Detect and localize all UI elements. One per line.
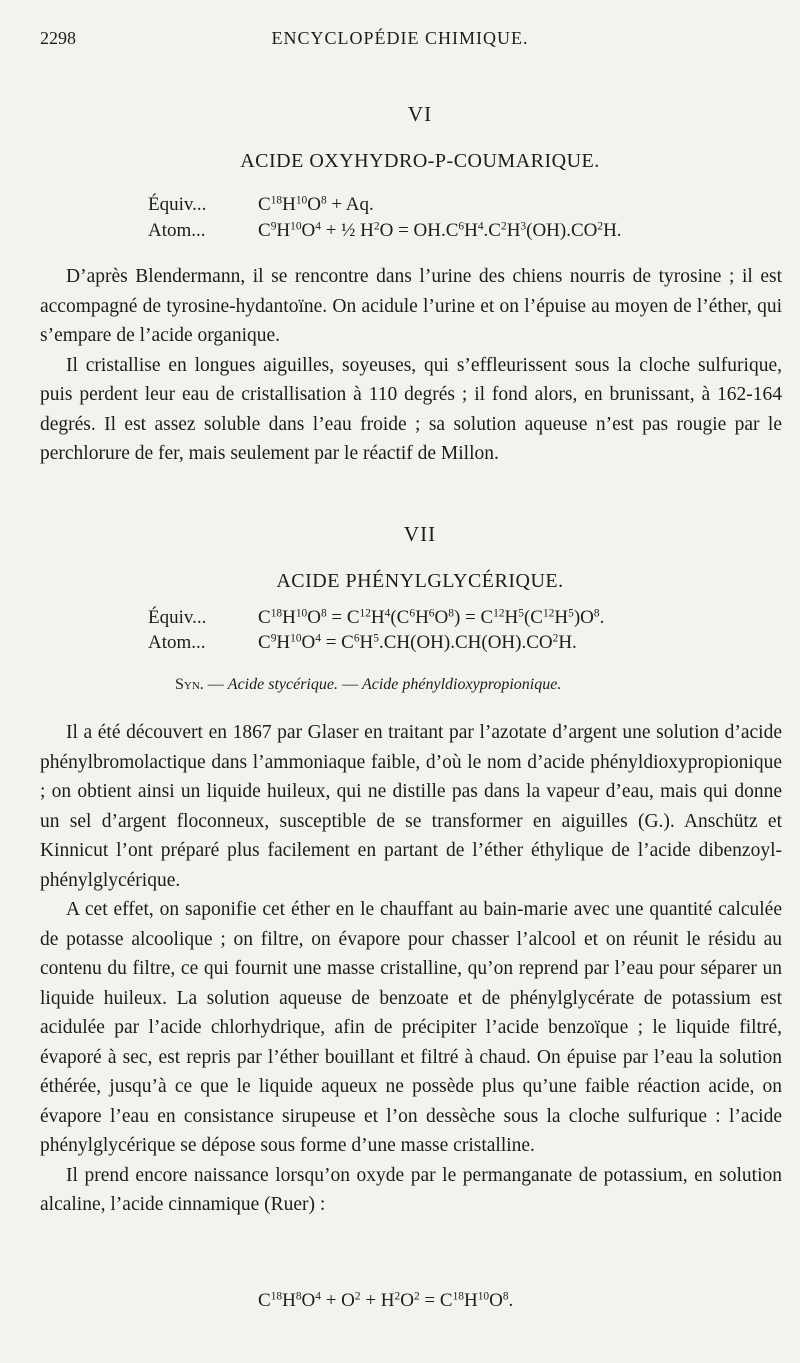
- final-equation: $C^{18}H^8O^4 + O^2 + H^2O^2 = C^{18}H^{10}O^8$.: [258, 1290, 514, 1311]
- paragraph: D’après Blendermann, il se rencontre dans l’urine des chiens nourris de tyrosine ; il est accompagné de tyrosine-hydantoïne. On acidule l’urine et on l’épuise au moyen de l’éther, qui s’empare de l’acide organique.: [40, 266, 782, 346]
- atom-formula: $C^9H^{10}O^4 = C^6H^5.CH(OH).CH(OH).CO^2H$.: [258, 632, 577, 653]
- paragraph: Il cristallise en longues aiguilles, soyeuses, qui s’effleurissent sous la cloche sulfurique, puis perdent leur eau de cristallisation à 110 degrés ; il fond alors, en brunissant, à 162-164 degrés. Il est assez soluble dans l’eau froide ; sa solution aqueuse n’est pas rougie par le perchlorure de fer, mais seulement par le réactif de Millon.: [40, 354, 782, 464]
- syn-text: — Acide stycérique. — Acide phényldioxypropionique.: [203, 676, 562, 693]
- atom-formula: $C^9H^{10}O^4$ + ½ $H^2O = OH.C^6H^4.C^2H^3(OH).CO^2H$.: [258, 220, 622, 241]
- synonyms-line: [175, 676, 561, 694]
- equiv-label: Équiv...: [148, 607, 207, 628]
- equiv-formula: $C^{18}H^{10}O^8 = C^{12}H^4(C^6H^6O^8) = C^{12}H^5(C^{12}H^5)O^8$.: [258, 607, 605, 628]
- paragraph: Il a été découvert en 1867 par Glaser en traitant par l’azotate d’argent une solution d’acide phénylbromolactique dans l’ammoniaque faible, d’où le nom d’acide phényldioxypropionique ; on obtient ainsi un liquide huileux, qui ne distille pas dans la vapeur d’eau, mais qui donne un sel d’argent floconneux, susceptible de se transformer en aiguilles (G.). Anschütz et Kinnicut l’ont préparé plus facilement en partant de l’éther éthylique de l’acide dibenzoyl-phénylglycérique.: [40, 722, 782, 891]
- section-7-atom-line: [148, 632, 577, 654]
- section-7-number: VII: [403, 522, 437, 546]
- paragraph: A cet effet, on saponifie cet éther en le chauffant au bain-marie avec une quantité calculée de potasse alcoolique ; on filtre, on évapore pour chasser l’alcool et on réunit le résidu au contenu du filtre, ce qui fournit une masse cristalline, qu’on reprend par l’eau pour séparer un liquide huileux. La solution aqueuse de benzoate et de phénylglycérate de potassium est acidulée par l’acide chlorhydrique, afin de précipiter l’acide benzoïque ; le liquide filtré, évaporé à sec, est repris par l’éther bouillant et filtré à chaud. On épuise par l’eau la solution éthérée, jusqu’à ce que le liquide aqueux ne possède plus qu’une faible réaction acide, on évapore l’eau en consistance sirupeuse et l’on dessèche sous la cloche sulfurique : l’acide phénylglycérique se dépose sous forme d’une masse cristalline.: [40, 899, 782, 1156]
- atom-label: Atom...: [148, 220, 206, 241]
- section-6-number: VI: [407, 102, 433, 126]
- running-title: ENCYCLOPÉDIE CHIMIQUE.: [271, 28, 529, 48]
- section-7-equiv-line: [148, 607, 604, 629]
- atom-label: Atom...: [148, 632, 206, 653]
- paragraph: Il prend encore naissance lorsqu’on oxyde par le permanganate de potassium, en solution alcaline, l’acide cinnamique (Ruer) :: [40, 1164, 782, 1215]
- section-7-title: ACIDE PHÉNYLGLYCÉRIQUE.: [276, 570, 564, 592]
- syn-label: Syn.: [175, 676, 204, 693]
- section-6-title: ACIDE OXYHYDRO-P-COUMARIQUE.: [240, 150, 600, 172]
- page-number: 2298: [40, 28, 76, 48]
- section-6-body: [40, 262, 782, 469]
- section-7-body: [40, 718, 782, 1220]
- section-6-atom-line: [148, 220, 622, 242]
- section-6-equiv-line: [148, 194, 374, 216]
- equiv-label: Équiv...: [148, 194, 207, 215]
- equiv-formula: $C^{18}H^{10}O^8 + Aq$.: [258, 194, 374, 215]
